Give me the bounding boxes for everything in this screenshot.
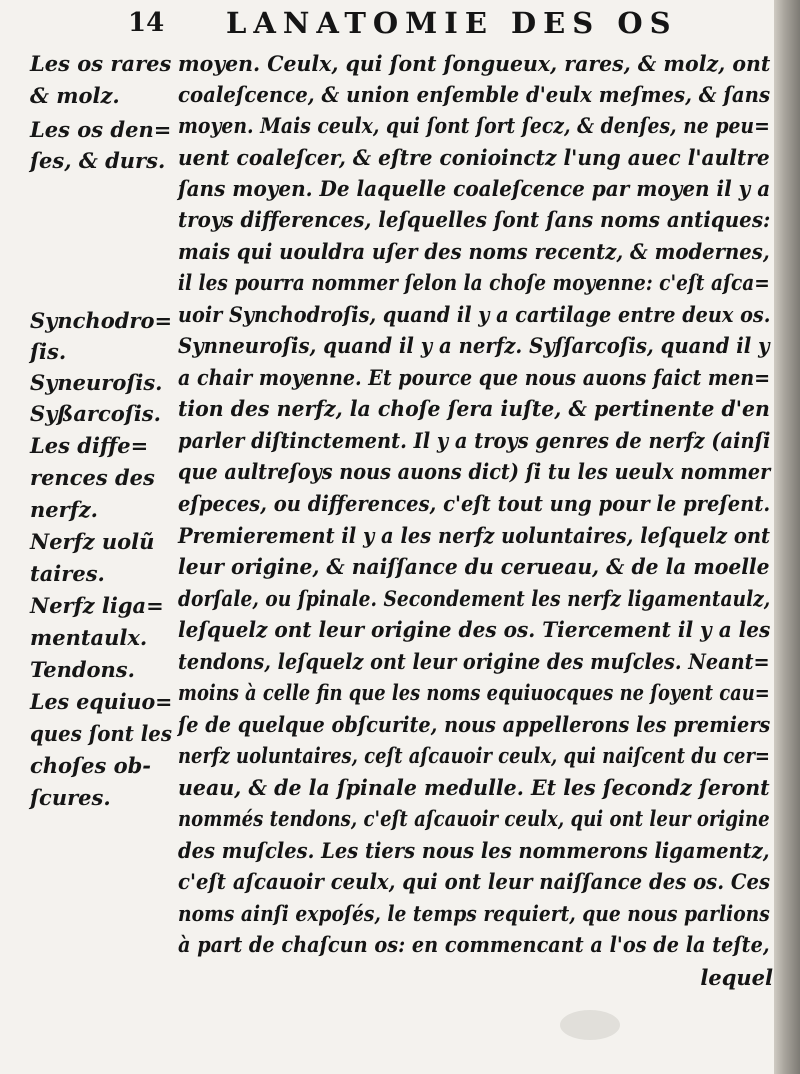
margin-note: ſcures.	[30, 785, 111, 810]
running-title: LANATOMIE DES OS	[226, 6, 678, 40]
margin-note: rences des	[30, 465, 155, 490]
margin-note: Tendons.	[30, 657, 135, 682]
text-line: moins à celle fin que les noms equiuocques ne ſoyent cau=	[178, 680, 770, 705]
text-line: coaleſcence, & union enſemble d'eulx meſmes, & ſans	[178, 82, 771, 107]
margin-note: Nerfz uolũ	[30, 529, 155, 554]
paper-stain	[560, 1010, 620, 1040]
text-line: dorſale, ou ſpinale. Secondement les nerfz ligamentaulz,	[178, 586, 771, 611]
text-line: ſe de quelque obſcurite, nous appellerons les premiers	[178, 712, 771, 737]
margin-note: Les diffe=	[30, 433, 149, 458]
text-line: uoir Synchodroſis, quand il y a cartilage entre deux os.	[178, 302, 771, 327]
text-line: nommés tendons, c'eſt aſcauoir ceulx, qui ont leur origine	[178, 806, 770, 831]
margin-note: mentaulx.	[30, 625, 148, 650]
text-line: uent coaleſcer, & eſtre conioinctz l'ung auec l'aultre	[178, 145, 770, 170]
text-line: mais qui uouldra uſer des noms recentz, & modernes,	[178, 239, 770, 264]
text-line: c'eſt aſcauoir ceulx, qui ont leur naiſſance des os. Ces	[178, 869, 771, 894]
text-line: Synneuroſis, quand il y a nerfz. Syſſarcoſis, quand il y	[178, 333, 770, 358]
margin-note: Syneuroſis.	[30, 370, 163, 395]
text-line: a chair moyenne. Et pource que nous auons faict men=	[178, 365, 771, 390]
text-line: tendons, leſquelz ont leur origine des muſcles. Neant=	[178, 649, 770, 674]
text-line: tion des nerfz, la choſe ſera iuſte, & pertinente d'en	[178, 396, 770, 421]
text-line: eſpeces, ou differences, c'eſt tout ung pour le preſent.	[178, 491, 771, 516]
text-line: leur origine, & naiſſance du cerueau, & de la moelle	[178, 554, 770, 579]
text-line: à part de chaſcun os: en commencant a l'os de la teſte,	[178, 932, 770, 957]
text-line: leſquelz ont leur origine des os. Tiercement il y a les	[178, 617, 771, 642]
margin-note: Synchodro=	[30, 308, 173, 333]
margin-note: Les equiuo=	[30, 689, 173, 714]
text-line: ueau, & de la ſpinale medulle. Et les ſecondz ſeront	[178, 775, 770, 800]
margin-note: Syßarcoſis.	[30, 401, 161, 426]
margin-note: Nerfz liga=	[30, 593, 164, 618]
margin-note: choſes ob-	[30, 753, 151, 778]
margin-note: & molz.	[30, 83, 120, 108]
margin-note: ſes, & durs.	[30, 148, 166, 173]
page-header	[0, 6, 760, 42]
text-line: moyen. Ceulx, qui ſont ſongueux, rares, & molz, ont	[178, 51, 771, 76]
text-line: que aultreſoys nous auons dict) ſi tu les ueulx nommer	[178, 459, 771, 484]
text-line: il les pourra nommer ſelon la choſe moyenne: c'eſt aſca=	[178, 270, 770, 295]
text-line: Premierement il y a les nerfz uoluntaires, leſquelz ont	[178, 523, 771, 548]
page-number: 14	[128, 8, 165, 38]
margin-note: Les os den=	[30, 117, 172, 142]
text-line: ſans moyen. De laquelle coaleſcence par moyen il y a	[178, 176, 771, 201]
margin-note: taires.	[30, 561, 105, 586]
text-line: troys differences, leſquelles ſont ſans noms antiques:	[178, 207, 771, 232]
margin-note: Les os rares	[30, 51, 172, 76]
margin-note: ſis.	[30, 339, 67, 364]
margin-note: ques ſont les	[30, 721, 172, 746]
text-line: nerfz uoluntaires, ceſt aſcauoir ceulx, qui naiſcent du cer=	[178, 743, 770, 768]
catchword: lequel	[700, 965, 773, 990]
text-line: moyen. Mais ceulx, qui ſont ſort ſecz, & denſes, ne peu=	[178, 113, 770, 138]
text-line: noms ainſi expoſés, le temps requiert, que nous parlions	[178, 901, 770, 926]
margin-note: nerfz.	[30, 497, 98, 522]
text-line: des muſcles. Les tiers nous les nommerons ligamentz,	[178, 838, 770, 863]
text-line: parler diſtinctement. Il y a troys genres de nerfz (ainſi	[178, 428, 771, 453]
page-gutter-edge	[774, 0, 800, 1074]
